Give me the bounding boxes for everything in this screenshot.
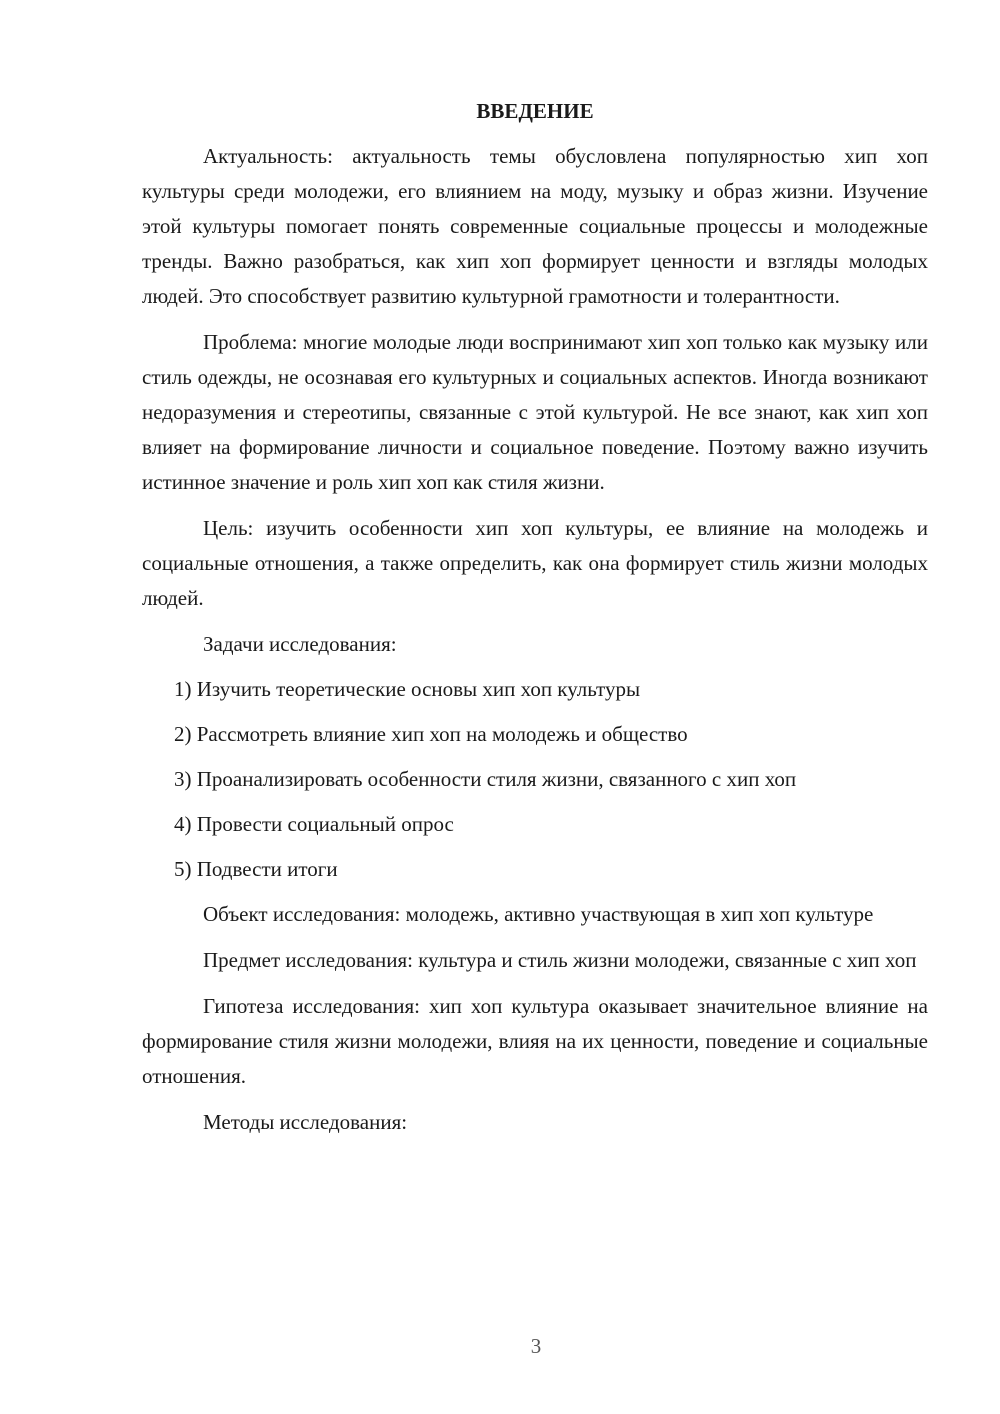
task-item-2: 2) Рассмотреть влияние хип хоп на молодежь и общество (174, 722, 688, 746)
subject-paragraph: Предмет исследования: культура и стиль жизни молодежи, связанные с хип хоп (203, 948, 917, 972)
relevance-paragraph: Актуальность: актуальность темы обусловлена популярностью хип хоп культуры среди молодежи, его влиянием на моду, музыку и образ жизни. Изучение этой культуры помогает понять современные социальные процессы и молодежные тренды. Важно разобраться, как хип хоп формирует ценности и взгляды молодых людей. Это способствует развитию культурной грамотности и толерантности. (142, 144, 928, 308)
task-item-5: 5) Подвести итоги (174, 857, 338, 881)
task-list (142, 672, 928, 887)
task-item-3: 3) Проанализировать особенности стиля жизни, связанного с хип хоп (174, 767, 797, 791)
problem-paragraph: Проблема: многие молодые люди воспринимают хип хоп только как музыку или стиль одежды, не осознавая его культурных и социальных аспектов. Иногда возникают недоразумения и стереотипы, связанные с этой культурой. Не все знают, как хип хоп влияет на формирование личности и социальное поведение. Поэтому важно изучить истинное значение и роль хип хоп как стиля жизни. (142, 330, 928, 494)
object-paragraph: Объект исследования: молодежь, активно участвующая в хип хоп культуре (203, 902, 874, 926)
methods-label: Методы исследования: (203, 1110, 408, 1134)
document-page (142, 96, 928, 1150)
page-number: 3 (530, 1334, 542, 1358)
task-item-1: 1) Изучить теоретические основы хип хоп культуры (174, 677, 641, 701)
section-heading: ВВЕДЕНИЕ (476, 99, 594, 123)
task-item-4: 4) Провести социальный опрос (174, 812, 454, 836)
tasks-label: Задачи исследования: (203, 632, 397, 656)
hypothesis-paragraph: Гипотеза исследования: хип хоп культура оказывает значительное влияние на формирование стиля жизни молодежи, влияя на их ценности, поведение и социальные отношения. (142, 994, 928, 1088)
goal-paragraph: Цель: изучить особенности хип хоп культуры, ее влияние на молодежь и социальные отношения, а также определить, как она формирует стиль жизни молодых людей. (142, 516, 928, 610)
